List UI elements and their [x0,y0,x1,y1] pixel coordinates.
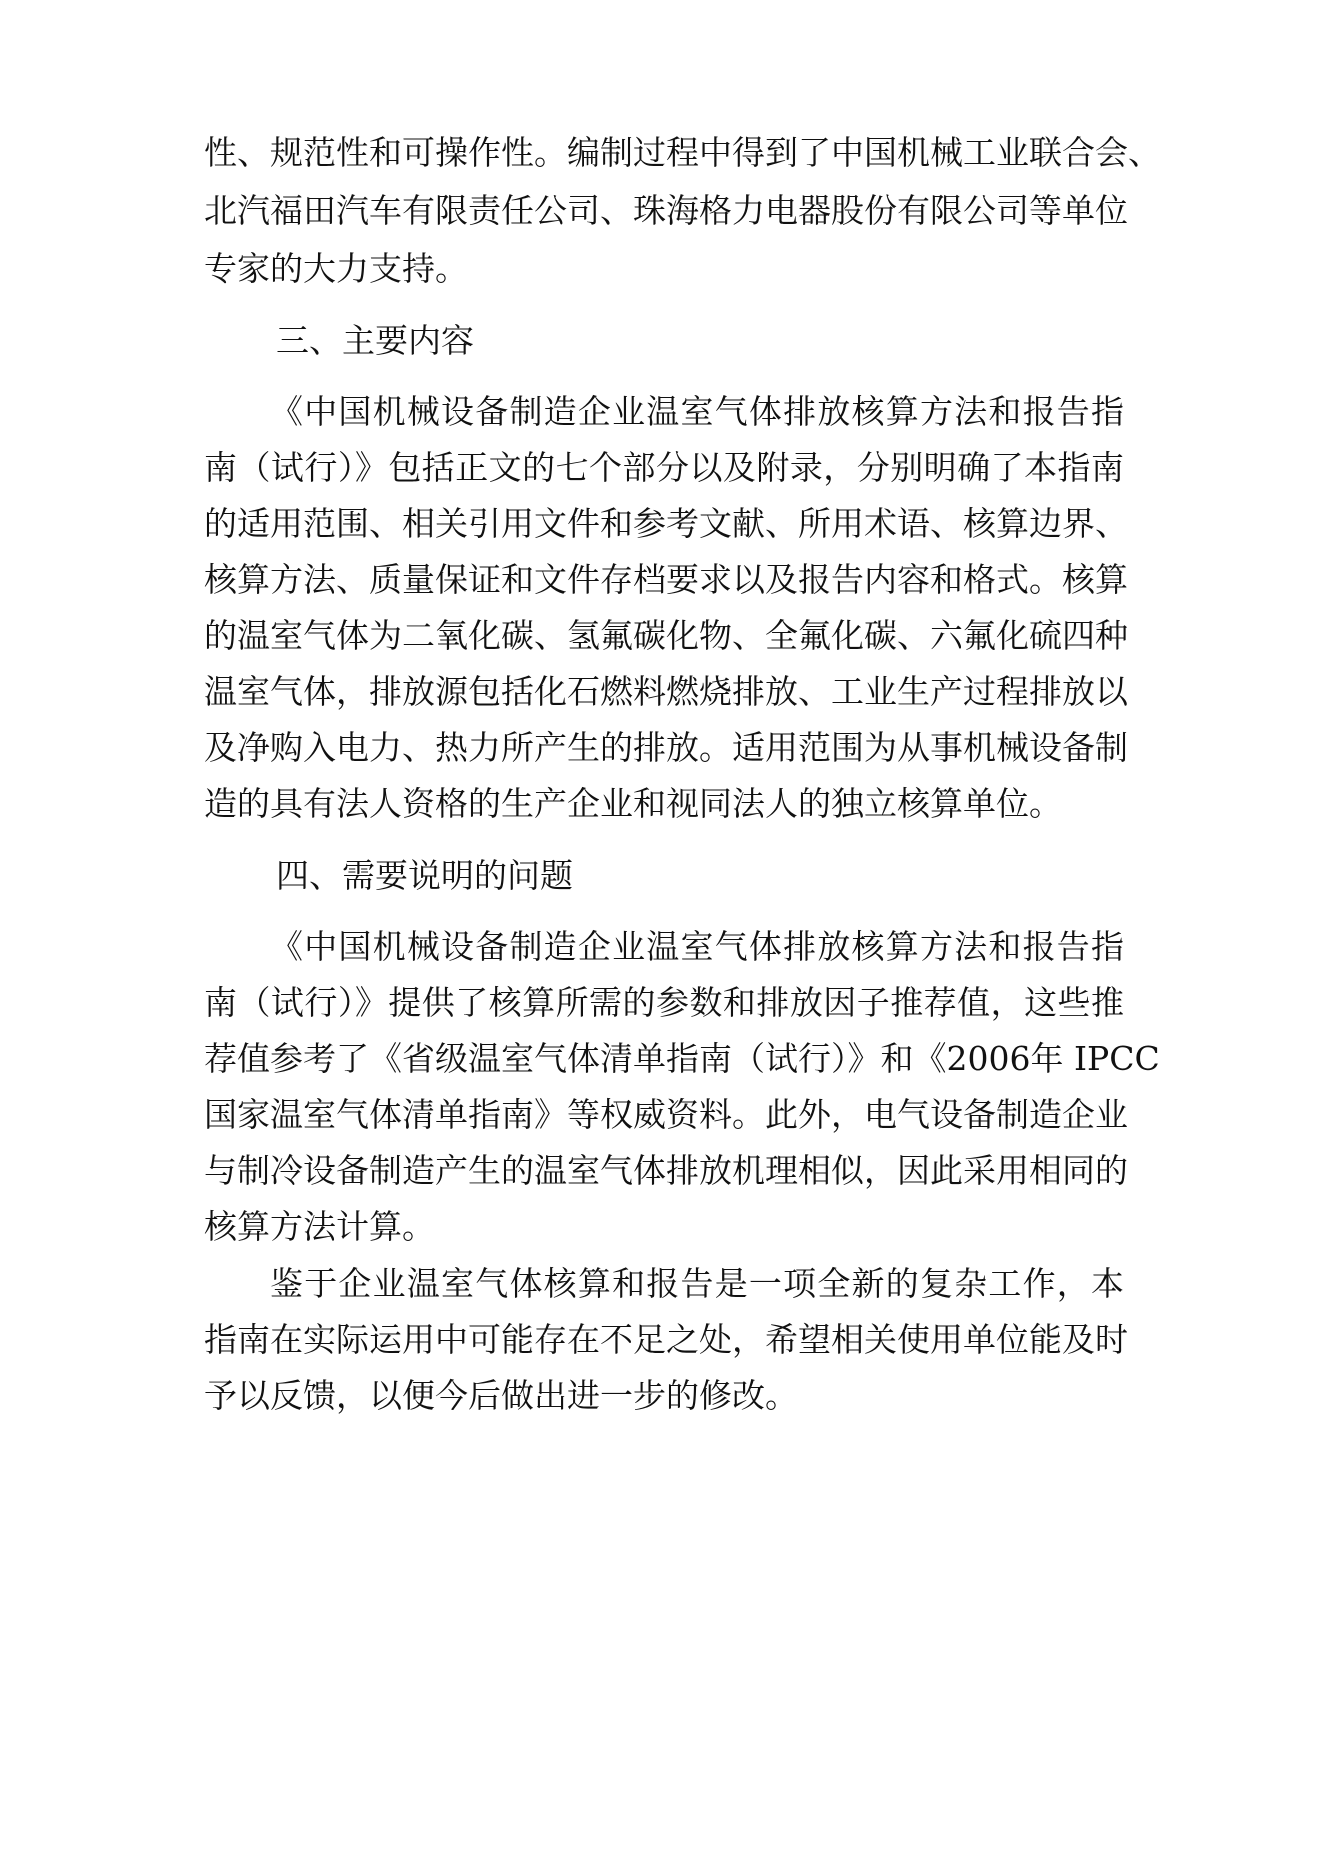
section-heading: 四、需要说明的问题 [276,856,573,895]
paragraph-line: 造的具有法人资格的生产企业和视同法人的独立核算单位。 [204,784,1062,823]
paragraph-line: 北汽福田汽车有限责任公司、珠海格力电器股份有限公司等单位 [204,191,1128,230]
paragraph-line: 《中国机械设备制造企业温室气体排放核算方法和报告指 [270,392,1124,431]
paragraph-line: 及净购入电力、热力所产生的排放。适用范围为从事机械设备制 [204,728,1128,767]
paragraph-line: 南（试行）》包括正文的七个部分以及附录，分别明确了本指南 [204,448,1124,487]
paragraph-line: 予以反馈，以便今后做出进一步的修改。 [204,1376,798,1415]
paragraph-line: 南（试行）》提供了核算所需的参数和排放因子推荐值，这些推 [204,983,1124,1022]
document-page [204,0,1161,1871]
paragraph-line: 的温室气体为二氧化碳、氢氟碳化物、全氟化碳、六氟化硫四种 [204,616,1128,655]
paragraph-line: 《中国机械设备制造企业温室气体排放核算方法和报告指 [270,927,1124,966]
paragraph-line: 鉴于企业温室气体核算和报告是一项全新的复杂工作，本 [270,1264,1124,1303]
paragraph-line: 专家的大力支持。 [204,249,468,288]
paragraph-line: 性、规范性和可操作性。编制过程中得到了中国机械工业联合会、 [204,133,1161,172]
paragraph-line: 核算方法、质量保证和文件存档要求以及报告内容和格式。核算 [204,560,1128,599]
paragraph-line: 国家温室气体清单指南》等权威资料。此外，电气设备制造企业 [204,1095,1128,1134]
paragraph-line: 核算方法计算。 [204,1207,435,1246]
paragraph-line: 温室气体，排放源包括化石燃料燃烧排放、工业生产过程排放以 [204,672,1128,711]
section-heading: 三、主要内容 [276,321,474,360]
paragraph-line: 指南在实际运用中可能存在不足之处，希望相关使用单位能及时 [204,1320,1128,1359]
paragraph-line: 的适用范围、相关引用文件和参考文献、所用术语、核算边界、 [204,504,1128,543]
paragraph-line: 荐值参考了《省级温室气体清单指南（试行）》和《2006年 IPCC [204,1039,1160,1078]
paragraph-line: 与制冷设备制造产生的温室气体排放机理相似，因此采用相同的 [204,1151,1128,1190]
